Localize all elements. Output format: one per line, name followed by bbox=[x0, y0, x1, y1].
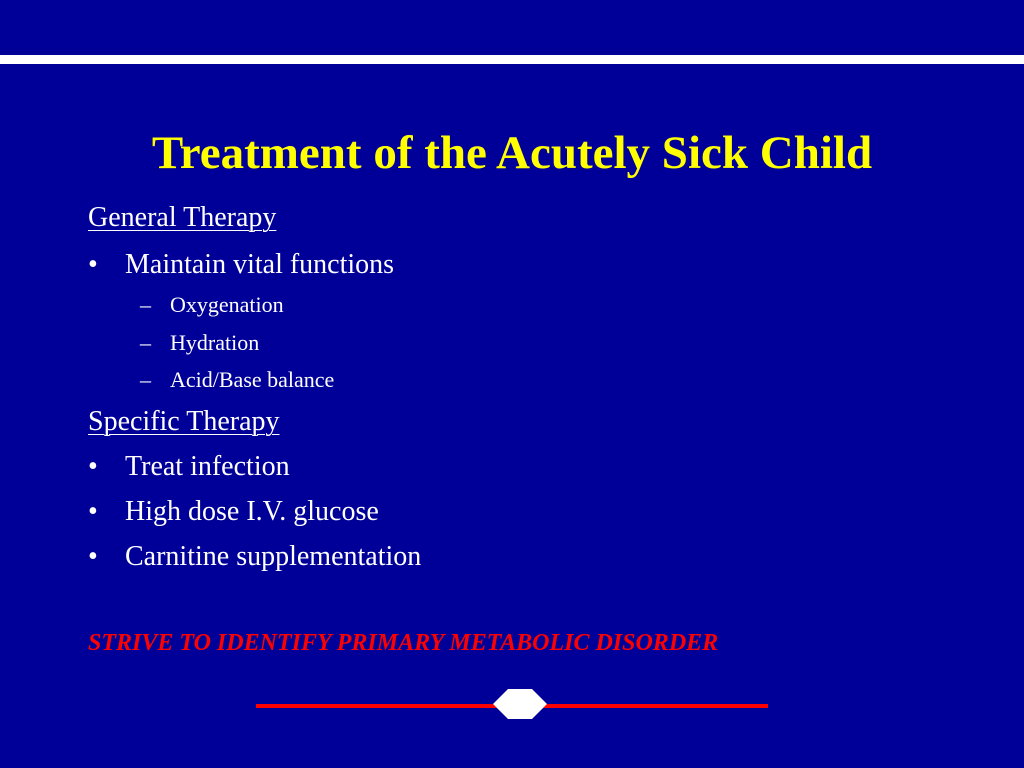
bullet-text: Carnitine supplementation bbox=[125, 541, 422, 572]
bullet-marker: • bbox=[88, 249, 98, 280]
bullet-text: Maintain vital functions bbox=[125, 249, 395, 280]
dash-marker: – bbox=[140, 367, 151, 392]
bullet-marker: • bbox=[88, 451, 98, 482]
diamond-icon bbox=[493, 689, 547, 719]
bullet-text: High dose I.V. glucose bbox=[125, 496, 379, 527]
bullet-text: Treat infection bbox=[125, 451, 290, 482]
dash-marker: – bbox=[140, 330, 151, 355]
sub-item-text: Acid/Base balance bbox=[170, 367, 335, 392]
dash-marker: – bbox=[140, 292, 151, 317]
sub-item-text: Hydration bbox=[170, 330, 260, 355]
callout-text: STRIVE TO IDENTIFY PRIMARY METABOLIC DISORDER bbox=[88, 630, 719, 656]
general-therapy-heading: General Therapy bbox=[88, 202, 277, 233]
sub-item-text: Oxygenation bbox=[170, 292, 284, 317]
top-rule bbox=[0, 55, 1024, 64]
bullet-marker: • bbox=[88, 496, 98, 527]
specific-therapy-heading: Specific Therapy bbox=[88, 406, 280, 437]
slide-title: Treatment of the Acutely Sick Child bbox=[151, 127, 873, 179]
bullet-marker: • bbox=[88, 541, 98, 572]
